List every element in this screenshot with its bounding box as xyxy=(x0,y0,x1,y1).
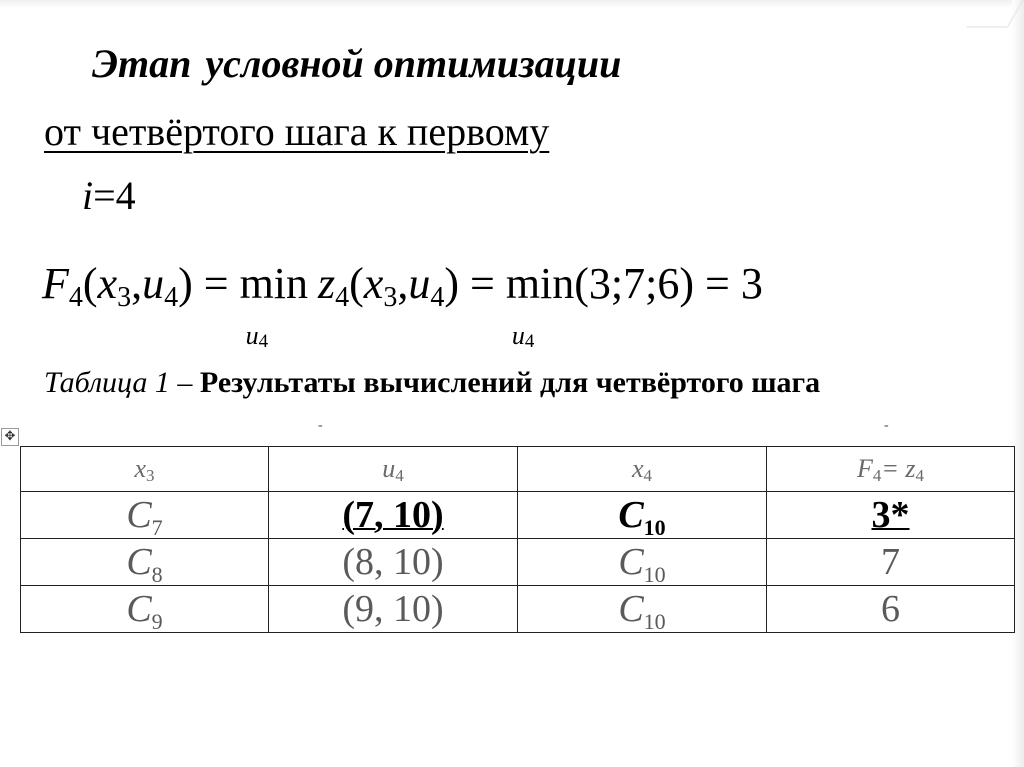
cell-x3 xyxy=(21,492,269,539)
cell-x4 xyxy=(518,539,767,586)
cell-x3-sub: 7 xyxy=(151,515,163,540)
header-x3 xyxy=(21,447,269,492)
header-f4-rest: = z xyxy=(881,454,916,483)
formula-min-2 xyxy=(505,252,575,352)
cell-u4: (8, 10) xyxy=(269,539,518,586)
formula-x-2-sub: 3 xyxy=(383,282,398,313)
cell-x3 xyxy=(21,586,269,633)
cell-f4: 3* xyxy=(767,492,1015,539)
step-value: =4 xyxy=(93,173,136,218)
formula-x: x xyxy=(97,259,118,308)
cell-u4: (7, 10) xyxy=(269,492,518,539)
formula-open-paren-2: ( xyxy=(349,259,364,308)
header-u4-sub: 4 xyxy=(395,466,404,485)
formula-min-1-word: min xyxy=(239,259,309,308)
results-table xyxy=(20,446,1015,633)
formula-min-1-under-sub: 4 xyxy=(258,331,269,352)
table-row xyxy=(21,586,1015,633)
formula-u-sub: 4 xyxy=(164,282,179,313)
cell-x3-main: C xyxy=(126,588,152,630)
table-header-row xyxy=(21,447,1015,492)
formula-min-2-under-var: u xyxy=(511,321,525,350)
step-indicator xyxy=(82,172,136,219)
cell-f4: 7 xyxy=(767,539,1015,586)
formula-min-1 xyxy=(239,252,309,352)
page-title xyxy=(92,40,621,87)
formula-f-sub: 4 xyxy=(68,282,83,313)
header-u4 xyxy=(269,447,518,492)
formula-equals-2: = xyxy=(458,259,506,308)
formula-x-2: x xyxy=(363,259,384,308)
step-variable: i xyxy=(82,173,94,218)
header-x4-sub: 4 xyxy=(643,466,653,485)
table-row xyxy=(21,492,1015,539)
table-caption xyxy=(44,366,820,400)
title-word-stage: Этап xyxy=(92,41,192,86)
page-subtitle: от четвёртого шага к первому xyxy=(44,109,550,154)
table-row xyxy=(21,539,1015,586)
cell-x3-main: C xyxy=(126,494,152,536)
formula-u-2: u xyxy=(408,259,431,308)
header-x4 xyxy=(518,447,767,492)
formula-f: F xyxy=(42,259,69,308)
header-f4-rest-sub: 4 xyxy=(915,466,925,485)
column-resize-mark-2: - xyxy=(884,418,889,433)
formula-equals-3: = xyxy=(694,259,741,308)
cell-u4: (9, 10) xyxy=(269,586,518,633)
formula-min-1-under-var: u xyxy=(245,321,259,350)
cell-x4-main: C xyxy=(618,541,644,583)
cell-x4 xyxy=(518,492,767,539)
cell-x4-sub: 10 xyxy=(643,609,666,634)
formula-z-sub: 4 xyxy=(335,282,350,313)
formula-comma-2: , xyxy=(397,259,409,308)
table-caption-text: Результаты вычислений для четвёртого шага xyxy=(199,366,821,399)
cell-x3 xyxy=(21,539,269,586)
bellman-formula xyxy=(42,252,763,352)
column-resize-mark-1: - xyxy=(318,418,323,433)
header-f4 xyxy=(767,447,1015,492)
table-caption-label: Таблица 1 – xyxy=(44,366,193,399)
cell-x3-main: C xyxy=(126,541,152,583)
formula-z: z xyxy=(318,259,336,308)
cell-x3-sub: 8 xyxy=(151,562,163,587)
header-f4-sub: 4 xyxy=(872,466,882,485)
formula-comma: , xyxy=(131,259,143,308)
header-f4-main: F xyxy=(856,454,873,483)
formula-close-paren: ) xyxy=(178,259,193,308)
formula-min-2-under xyxy=(512,304,535,368)
formula-x-sub: 3 xyxy=(117,282,132,313)
formula-u-2-sub: 4 xyxy=(430,282,445,313)
formula-min-2-under-sub: 4 xyxy=(524,331,535,352)
cell-x4-main: C xyxy=(618,494,644,536)
formula-min-args: (3;7;6) xyxy=(574,259,695,308)
header-x3-main: x xyxy=(134,454,147,483)
formula-u: u xyxy=(142,259,165,308)
cell-x4 xyxy=(518,586,767,633)
header-u4-main: u xyxy=(382,454,396,483)
formula-equals-1: = xyxy=(192,259,240,308)
move-handle-icon[interactable]: ✥ xyxy=(1,428,19,446)
slide-top-edge xyxy=(0,0,1024,8)
cell-x3-sub: 9 xyxy=(151,609,163,634)
title-words-rest: условной оптимизации xyxy=(205,41,622,86)
slide-right-edge xyxy=(1012,0,1024,767)
cell-f4: 6 xyxy=(767,586,1015,633)
formula-close-paren-2: ) xyxy=(444,259,459,308)
formula-result: 3 xyxy=(740,259,763,308)
formula-open-paren: ( xyxy=(82,259,98,308)
cell-x4-sub: 10 xyxy=(643,562,666,587)
header-x4-main: x xyxy=(631,454,644,483)
formula-min-1-under xyxy=(246,304,269,368)
header-x3-sub: 3 xyxy=(146,466,155,485)
cell-x4-sub: 10 xyxy=(643,515,666,540)
cell-x4-main: C xyxy=(618,588,644,630)
formula-min-2-word: min xyxy=(505,259,575,308)
